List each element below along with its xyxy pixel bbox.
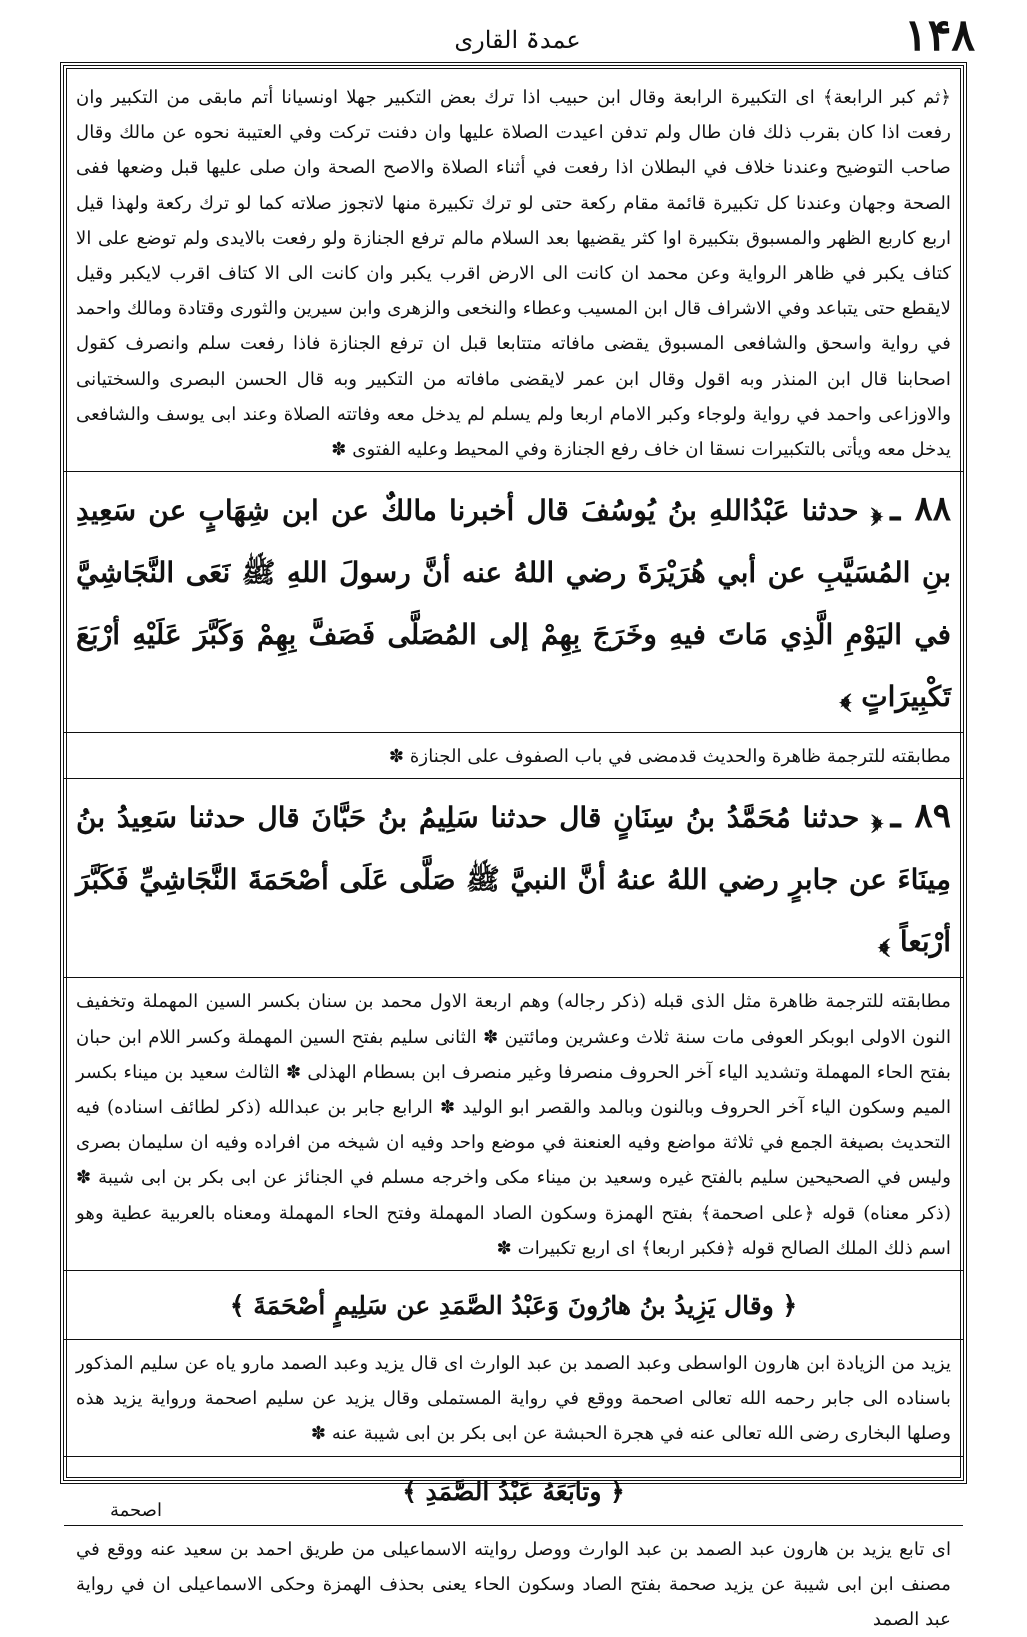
page-number: ۱۴۸ (904, 10, 975, 61)
divider (64, 977, 963, 978)
hadith-number: ۸۸ ـ (890, 489, 951, 530)
commentary-block: ﴿ثم كبر الرابعة﴾ اى التكبيرة الرابعة وقال ابن حبيب اذا ترك بعض التكبير جهلا اونسيانا أتم مابقى من التكبير وان رفعت اذا كان بقرب ذلك فان طال ولم تدفن اعيدت الصلاة عليها وان دفنت تركت وفي العتيبة نحوه عن مالك وقال صاحب التوضيح وعندنا خلاف في البطلان اذا رفعت في أثناء الصلاة والاصح الصحة وان صلى عليها قبل وضعها ففى الصحة وجهان وعندنا كل تكبيرة قائمة مقام ركعة حتى لو ترك تكبيرة منها لاتجوز صلاته كما لو ترك ركعة ولهذا قيل اربع كاربع الظهر والمسبوق بتكبيرة اوا كثر يقضيها بعد السلام مالم ترفع الجنازة ولو رفعت بالايدى ولم توضع على الا كتاف يكبر في ظاهر الرواية وعن محمد ان كانت الى الارض اقرب يكبر وان كانت الى الا كتاف اقرب لايكبر وقيل لايقطع حتى يتباعد وفي الاشراف قال ابن المسيب وعطاء والنخعى والزهرى وابن سيرين والثورى وقتادة ومالك واحمد في رواية واسحق والشافعى المسبوق يقضى مافاته متتابعا قبل ان ترفع الجنازة فاذا رفعت سلم وانصرف كقول اصحابنا قال ابن المنذر وبه اقول وقال ابن عمر لايقضى مافاته من التكبير وبه قال الحسن البصرى والسختيانى والاوزاعى واحمد في رواية ولوجاء وكبر الامام اربعا ولم يسلم لم يدخل معه وفاتته الصلاة وعند ابى يوسف والشافعى يدخل معه ويأتى بالتكبيرات نسقا ان خاف رفع الجنازة وفي المحيط وعليه الفتوى ✽ (76, 87, 951, 461)
hadith-text: ﴿ حدثنا عَبْدُاللهِ بنُ يُوسُفَ قال أخبرنا مالكٌ عن ابن شِهَابٍ عن سَعِيدِ بنِ المُسَيَّبِ عن أبي هُرَيْرَةَ رضي اللهُ عنه أنَّ رسولَ اللهِ ﷺ نَعَى النَّجَاشِيَّ في اليَوْمِ الَّذِي مَاتَ فيهِ وخَرَجَ بِهِمْ إلى المُصَلَّى فَصَفَّ بِهِمْ وَكَبَّرَ عَلَيْهِ أرْبَعَ تَكْبِيرَاتٍ ﴾ (76, 494, 951, 714)
page-header (60, 10, 975, 66)
divider (64, 1339, 963, 1340)
divider (64, 732, 963, 733)
catchword: اصحمة (110, 1500, 162, 1521)
divider (64, 471, 963, 472)
section-heading: ﴿ وقال يَزِيدُ بنُ هارُونَ وَعَبْدُ الصَّمَدِ عن سَلِيمٍ أصْحَمَةَ ﴾ (229, 1291, 798, 1321)
hadith-89 (76, 785, 951, 973)
commentary-block: اى تابع يزيد بن هارون عبد الصمد بن عبد الوارث ووصل روايته الاسماعيلى من طريق احمد بن سعيد عنه ووقع في مصنف ابن ابى شيبة عن يزيد صحمة بفتح الصاد وسكون الحاء يعنى بحذف الهمزة وحكى الاسماعيلى ان في رواية عبد الصمد (76, 1538, 951, 1631)
hadith-88 (76, 478, 951, 728)
commentary-block: يزيد من الزيادة ابن هارون الواسطى وعبد الصمد بن عبد الوارث اى قال يزيد وعبد الصمد مارو ياه عن سليم المذكور باسناده الى جابر رحمه الله تعالى اصحمة ووقع في رواية المستملى وقال يزيد عن سليم اصحمة ورواية يزيد هذه وصلها البخارى رضى الله تعالى عنه في هجرة الحبشة عن ابى بكر بن ابى شيبة عنه ✽ (76, 1353, 951, 1445)
divider (64, 1525, 963, 1526)
section-heading: ﴿ وتابَعَهُ عَبْدُ الصَّمَدِ ﴾ (402, 1476, 625, 1506)
commentary-block: مطابقته للترجمة ظاهرة والحديث قدمضى في باب الصفوف على الجنازة ✽ (388, 746, 951, 768)
hadith-text: ﴿ حدثنا مُحَمَّدُ بنُ سِنَانٍ قال حدثنا سَلِيمُ بنُ حَبَّانَ قال حدثنا سَعِيدُ بنُ مِينَاءَ عن جابرٍ رضي اللهُ عنهُ أنَّ النبيَّ ﷺ صَلَّى عَلَى أصْحَمَةَ النَّجَاشِيِّ فَكَبَّرَ أرْبَعاً ﴾ (76, 801, 951, 959)
divider (64, 1456, 963, 1457)
running-title: عمدۃ القاری (454, 26, 581, 54)
divider (64, 778, 963, 779)
hadith-number: ۸۹ ـ (890, 796, 951, 837)
commentary-block: مطابقته للترجمة ظاهرة مثل الذى قبله (ذكر رجاله) وهم اربعة الاول محمد بن سنان بكسر السين المهملة وتخفيف النون الاولى ابوبكر العوفى مات سنة ثلاث وعشرين ومائتين ✽ الثانى سليم بفتح السين المهملة وكسر اللام ابن حبان بفتح الحاء المهملة وتشديد الياء آخر الحروف منصرفا وغير منصرف ابن بسطام الهذلى ✽ الثالث سعيد بن ميناء بكسر الميم وسكون الياء آخر الحروف وبالنون وبالمد والقصر ابو الوليد ✽ الرابع جابر بن عبدالله (ذكر لطائف اسناده) فيه التحديث بصيغة الجمع في ثلاثة مواضع وفيه العنعنة في موضع واحد وفيه ان شيخه من افراده وفيه ان سليمان بصرى وليس في الصحيحين سليم بالفتح غيره وسعيد بن ميناء مكى واخرجه مسلم في الجنائز عن ابى بكر بن ابى شيبة ✽ (ذكر معناه) قوله ﴿على اصحمة﴾ بفتح الهمزة وسكون الصاد المهملة وفتح الحاء المهملة ومعناه بالعربية عطية وهو اسم ذلك الملك الصالح قوله ﴿فكبر اربعا﴾ اى اربع تكبيرات ✽ (76, 991, 951, 1259)
divider (64, 1270, 963, 1271)
text-frame (60, 62, 967, 1631)
